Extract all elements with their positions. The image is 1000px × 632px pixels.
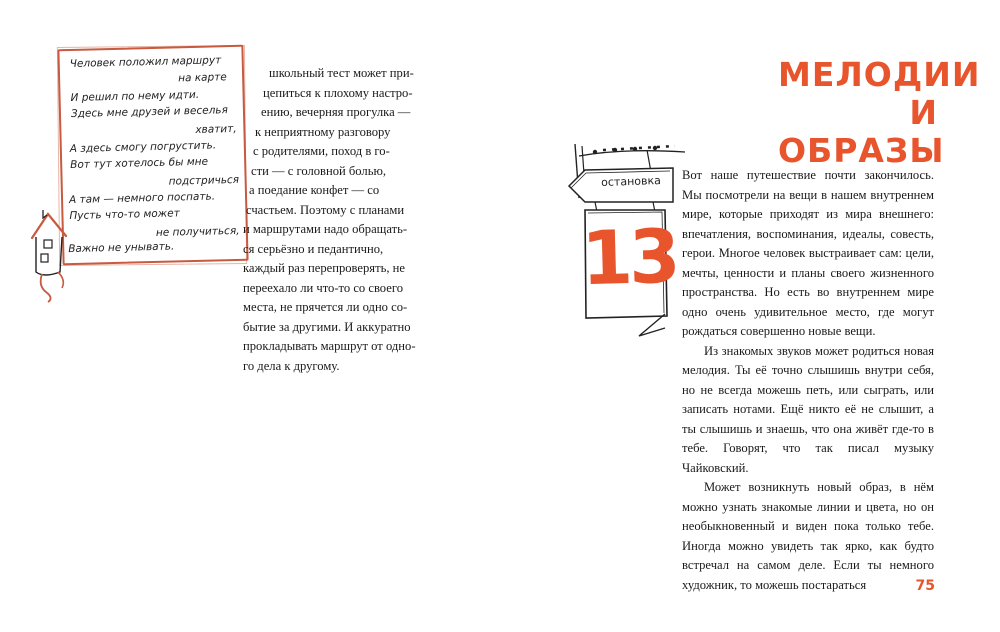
poem-line: Здесь мне друзей и веселья [70,104,229,120]
text-line: переехало ли что-то со своего [243,280,403,295]
text-line: школьный тест может при- [269,66,414,80]
poem-line: Важно не унывать. [68,240,175,256]
text-line: цепиться к плохому настро- [263,85,413,100]
poem-line: Пусть что-то может [69,207,180,223]
text-line: счастьем. Поэтому с планами [246,202,405,217]
text-line: а поедание конфет — со [249,183,380,197]
stop-label: остановка [600,173,662,190]
left-body-text [243,64,433,376]
text-line: го дела к другому. [243,358,340,373]
text-line: и маршрутами надо обращать- [243,222,408,236]
page-number: 75 [915,578,935,594]
text-line: ению, вечерняя прогулка — [261,105,411,119]
text-line: с родителями, поход в го- [253,144,390,158]
poem-line: не получиться, [155,224,240,239]
poem-line: подстричься [168,173,240,188]
title-line: МЕЛОДИИ [778,55,981,94]
poem-card [57,45,248,265]
poem-line: Вот тут хотелось бы мне [70,155,209,172]
page-title [778,55,981,170]
text-line: каждый раз перепроверять, не [243,261,405,275]
paragraph: Из знакомых звуков может родиться новая мелодия. Ты её точно слышишь внутри себя, но не всегда можешь петь, или сыграть, или записать нотами. Ещё никто её не слышит, а ты слышишь и знаешь, что она живёт где-то в тебе. Говорят, что так писал музыку Чайковский. [682,343,934,475]
poem-line: И решил по нему идти. [70,88,200,104]
stop-number: 13 [580,213,678,303]
poem-line: Человек положил маршрут [69,54,222,71]
poem-line: А там — немного поспать. [68,190,216,207]
poem-line: на карте [177,71,227,85]
poem-line: А здесь смогу погрустить. [69,139,217,156]
title-line: И ОБРАЗЫ [778,93,945,170]
text-line: ся серьёзно и педантично, [243,241,384,256]
right-body-text [682,166,934,595]
text-line: бытие за другими. И аккуратно [243,319,411,334]
house-doodle-icon [26,208,72,303]
text-line: места, не прячется ли одно со- [243,300,408,314]
poem-line: хватит, [195,122,237,136]
paragraph: Вот наше путешествие почти закончилось. Мы посмотрели на вещи в нашем внутреннем мире, которые приходят из мира внешнего: впечатления, воспоминания, идеалы, совесть, герои. Многое человек выстраивает сам: цели, мечты, ценности и планы своего жизненного пространства. Но есть во внутреннем мире одно очень удивительное место, где могут рождаться совершенно новые вещи. [682,168,934,338]
text-line: сти — с головной болью, [251,163,387,178]
text-line: к неприятному разговору [255,124,391,139]
paragraph: Может возникнуть новый образ, в нём можно узнать знакомые линии и цвета, но он необыкновенный и виден пока только тебе. Иногда можно увидеть так ярко, как будто встречал на самом деле. Если ты немного художник, то можешь постараться [682,480,934,592]
text-line: прокладывать маршрут от одно- [243,339,416,353]
